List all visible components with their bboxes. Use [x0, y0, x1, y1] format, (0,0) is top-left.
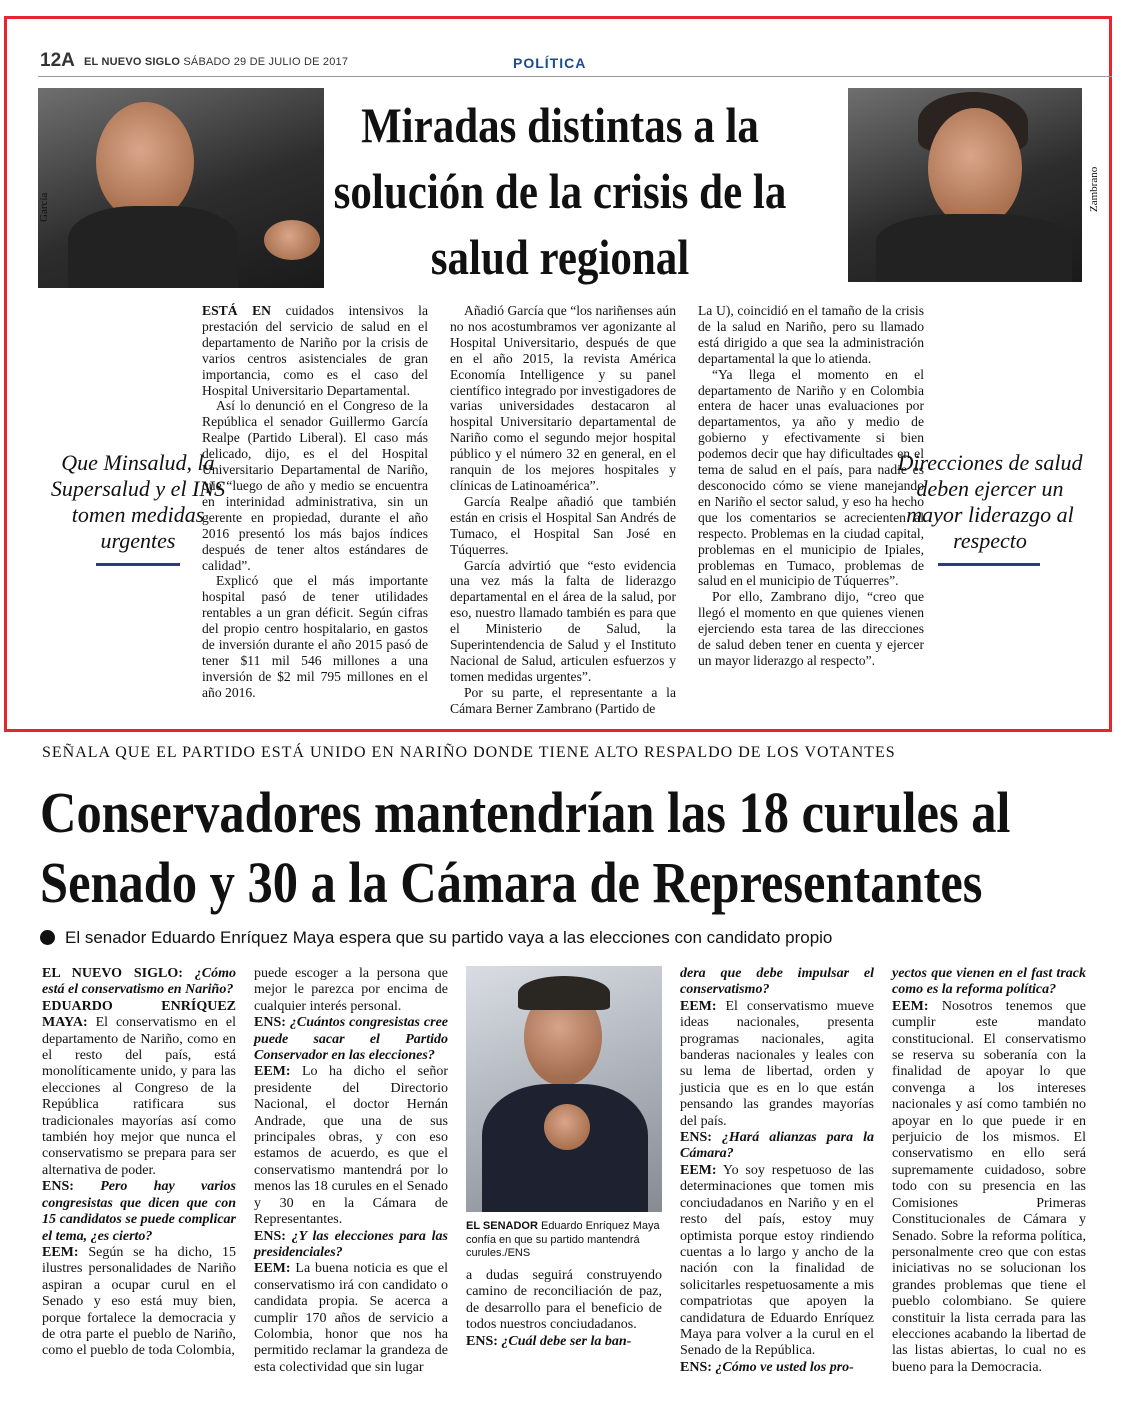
interview-paragraph: EEM: Nosotros tenemos que cumplir este mandato constitucional. El conservatismo se reserva su soberanía con la finalidad de apoyar lo que convenga a los intereses nacionales y así como también no apoyar en lo que puede ir en perjuicio de los mismos. El conservatismo en ello será supremamente cuidadoso, sobre todo con su presencia en las Comisiones Primeras Constitucionales de Cámara y Senado. Sobre la reforma política, personalmente creo que con estas iniciativas no se solucionan los grandes problemas que tiene el pueblo colombiano. Se quiere constituir la lista cerrada para las elecciones acabando la libertad de las listas abiertas, lo cual no es bueno para la Democracia. — [892, 998, 1086, 1375]
lead-in: ESTÁ EN — [202, 303, 271, 318]
article2-column-1 — [42, 966, 236, 1360]
interview-paragraph: a dudas seguirá construyendo camino de reconciliación de paz, de desarrollo para el beneficio de todos nuestros conciudadanos. — [466, 1268, 662, 1333]
pull-quote-left-rule — [96, 563, 180, 566]
article2-subhead: El senador Eduardo Enríquez Maya espera que su partido vaya a las elecciones con candidato propio — [40, 928, 832, 948]
interview-paragraph: EEM: Lo ha dicho el señor presidente del Directorio Nacional, el doctor Hernán Andrade, que una de sus principales obras, y con eso estamos de acuerdo, es que el conservatismo mantendrá por lo menos las 18 curules en el Senado y 30 en la Cámara de Representantes. — [254, 1064, 448, 1228]
paper-name: EL NUEVO SIGLO — [84, 56, 181, 68]
paper-header — [84, 56, 348, 68]
article1-headline: Miradas distintas a la solución de la crisis de la salud regional — [333, 97, 787, 285]
interview-paragraph: ENS: ¿Y las elecciones para las presidenciales? — [254, 1228, 448, 1260]
page-number: 12A — [40, 50, 75, 71]
photo-label-right: Zambrano — [1088, 166, 1100, 212]
article2-kicker: SEÑALA QUE EL PARTIDO ESTÁ UNIDO EN NARIÑO DONDE TIENE ALTO RESPALDO DE LOS VOTANTES — [42, 744, 896, 761]
interview-paragraph: EEM: Yo soy respetuoso de las determinaciones que tomen mis conciudadanos en Nariño y en el resto del país, estoy muy optimista porque estoy rindiendo cuentas a lo largo y ancho de la nación con la finalidad de solicitarles respetuosamente a mis compatriotas que apoyen la candidatura de Eduardo Enríquez Maya para volver a la curul en el Senado de la República. — [680, 1162, 874, 1359]
article1-paragraph: Por su parte, el representante a la Cámara Berner Zambrano (Partido de — [450, 684, 676, 716]
photo-enriquez — [466, 966, 662, 1259]
interview-paragraph: ENS: ¿Cómo ve usted los pro- — [680, 1359, 854, 1375]
photo-garcia — [38, 88, 324, 288]
interview-paragraph: ENS: Pero hay varios congresistas que dicen que con 15 candidatos se puede complicar el tema, ¿es cierto? — [42, 1179, 236, 1244]
interview-paragraph: EL NUEVO SIGLO: ¿Cómo está el conservatismo en Nariño? — [42, 966, 236, 998]
pull-quote-right-rule — [938, 563, 1040, 566]
bullet-icon — [40, 930, 55, 945]
interview-paragraph: puede escoger a la persona que mejor le parezca por encima de cualquier interés personal. — [254, 966, 448, 1014]
article2-column-3 — [466, 1268, 662, 1350]
photo-zambrano — [848, 88, 1082, 282]
photo-label-left: García — [38, 192, 50, 222]
article1-paragraph: García advirtió que “esto evidencia una vez más la falta de liderazgo departamental en el área de la salud, por eso, nuestro llamado también es para que el Ministerio de Salud, la Superintendencia de Salud y el Instituto Nacional de Salud, articulen esfuerzos y tomen medidas urgentes”. — [450, 557, 676, 684]
interview-paragraph: yectos que vienen en el fast track como es la reforma política? — [892, 966, 1086, 998]
article2-headline — [40, 778, 1010, 918]
interview-paragraph: dera que debe impulsar el conservatismo? — [680, 966, 874, 998]
article2-column-4 — [680, 966, 874, 1376]
article1-paragraph: Así lo denunció en el Congreso de la República el senador Guillermo García Realpe (Partido Liberal). El caso más delicado, dijo, es el del Hospital Universitario Departamental de Nariño, que “luego de año y medio se encuentra en interinidad administrativa, sin un gerente en propiedad, durante el año 2016 presentó los más bajos índices después de tener altos estándares de calidad”. — [202, 398, 428, 573]
interview-paragraph: ENS: ¿Hará alianzas para la Cámara? — [680, 1130, 874, 1162]
article1-paragraph: La U), coincidió en el tamaño de la crisis de la salud en Nariño, pero su llamado está dirigido a que sea la administración departamental la que lo atienda. — [698, 303, 924, 366]
article2-headline-line1: Conservadores mantendrían las 18 curules al — [40, 780, 1011, 845]
article1-paragraph: ESTÁ EN cuidados intensivos la prestación del servicio de salud en el departamento de Nariño por la crisis de varios centros asistenciales de gran importancia, como es el caso del Hospital Universitario Departamental. — [202, 303, 428, 398]
interview-paragraph: EEM: Según se ha dicho, 15 ilustres personalidades de Nariño aspiran a ocupar curul en el Senado y eso está muy bien, porque fortalece la democracia y de otra parte el pueblo de Nariño, como el pueblo de toda Colombia, — [42, 1244, 236, 1359]
article1-column-3 — [698, 303, 924, 669]
issue-date: SÁBADO 29 DE JULIO DE 2017 — [183, 56, 349, 68]
article2-headline-line2: Senado y 30 a la Cámara de Representantes — [40, 850, 983, 915]
article2-column-5 — [892, 966, 1086, 1376]
article2-column-2 — [254, 966, 448, 1376]
article1-paragraph: Explicó que el más importante hospital pasó de tener utilidades rentables a un gran déficit. Según cifras del propio centro hospitalario, en gastos de inversión durante el año 2015 pasó de tener $11 mil 546 millones a una inversión de $2 mil 795 millones en el año 2016. — [202, 573, 428, 700]
pull-quote-left: Que Minsalud, la Supersalud y el INS tomen medidas urgentes — [50, 450, 226, 553]
interview-paragraph: EEM: La buena noticia es que el conservatismo irá con candidato o candidata propia. Se acerca a cumplir 170 años de servicio a Colombia, honor que nos ha permitido reclamar la grandeza de esta colectividad que sin lugar — [254, 1261, 448, 1375]
interview-paragraph: ENS: ¿Cuántos congresistas cree puede sacar el Partido Conservador en las elecciones? — [254, 1015, 448, 1064]
article1-paragraph: “Ya llega el momento en el departamento de Nariño y en Colombia entera de hacer unas evaluaciones por departamentos, ya año y medio de gobierno y efectivamente si bien podemos decir que hay dificultades en el tema de salud en el país, para nadie es desconocido cómo se viene manejando en Nariño el sector salud, y eso ha hecho que los comentarios se acrecienten al respecto. Problemas en la ciudad capital, problemas en el municipio de Ipiales, problemas en Tumaco, problemas de salud en el municipio de Túquerres”. — [698, 366, 924, 589]
article1-column-1 — [202, 303, 428, 701]
section-label: POLÍTICA — [513, 55, 587, 71]
interview-paragraph: EDUARDO ENRÍQUEZ MAYA: El conservatismo en el departamento de Nariño, como en el resto del país, está monolíticamente unido, y para las elecciones al Congreso de la República ratificara sus tradicionales mayorías así como también hoy mejor que nunca el conservatismo se prepara para ser alternativa de poder. — [42, 998, 236, 1178]
article1-paragraph: García Realpe añadió que también están en crisis el Hospital San Andrés de Tumaco, el Hospital San José en Túquerres. — [450, 493, 676, 557]
article1-paragraph: Por ello, Zambrano dijo, “creo que llegó el momento en que quienes vienen ejerciendo esta tarea de las direcciones de salud deben tener en cuenta y ejercer un mayor liderazgo al respecto”. — [698, 589, 924, 668]
interview-paragraph: ENS: ¿Cuál debe ser la ban- — [466, 1333, 632, 1349]
article1-paragraph: Añadió García que “los nariñenses aún no nos acostumbramos ver agonizante al Hospital Universitario, después de que en el año 2015, la revista América Economía Intelligence y su panel científico integrado por investigadores de varias universidades destacaron al hospital Universitario departamental de Nariño como el segundo mejor hospital público y el número 32 en general, en el ranquin de los mejores hospitales y clínicas de Latinoamérica”. — [450, 303, 676, 493]
interview-paragraph: EEM: El conservatismo mueve ideas nacionales, presenta programas nacionales, agita banderas nacionales y leales con su lema de libertad, orden y justicia que es en lo que están pensando las grandes mayorías del país. — [680, 998, 874, 1129]
article1-column-2 — [450, 303, 676, 717]
photo-caption: EL SENADOR Eduardo Enríquez Maya confía en que su partido mantendrá curules./ENS — [466, 1220, 660, 1259]
pull-quote-right: Direcciones de salud deben ejercer un mayor liderazgo al respecto — [897, 450, 1083, 553]
header-rule — [38, 76, 1112, 77]
